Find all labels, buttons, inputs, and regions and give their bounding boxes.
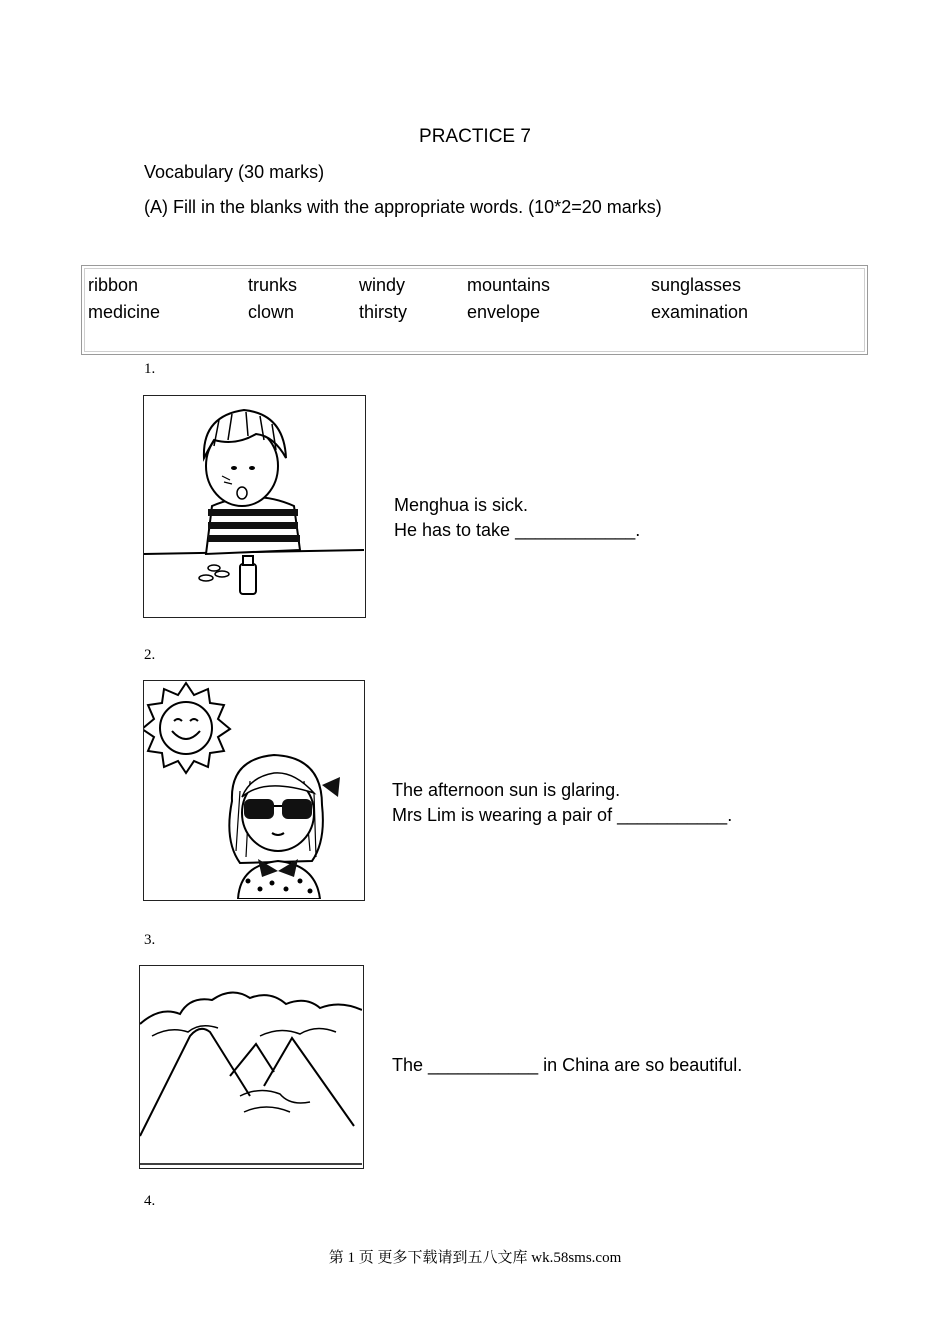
question-text: The afternoon sun is glaring. bbox=[392, 780, 621, 800]
word-bank-item: windy bbox=[359, 275, 406, 295]
word-bank bbox=[81, 265, 868, 355]
question-text: Menghua is sick. bbox=[394, 495, 529, 515]
sick-boy-illustration bbox=[143, 395, 366, 618]
word-bank-item: medicine bbox=[88, 302, 161, 322]
page-footer: 第 1 页 更多下载请到五八文库 wk.58sms.com bbox=[328, 1250, 622, 1266]
question-number: 3. bbox=[144, 932, 156, 948]
word-bank-item: sunglasses bbox=[651, 275, 742, 295]
word-bank-item: clown bbox=[248, 302, 295, 322]
section-heading: Vocabulary (30 marks) bbox=[144, 162, 325, 182]
question-number: 4. bbox=[144, 1193, 156, 1209]
word-bank-item: mountains bbox=[467, 275, 551, 295]
word-bank-item: thirsty bbox=[359, 302, 408, 322]
question-text: He has to take ____________. bbox=[394, 520, 641, 540]
word-bank-item: ribbon bbox=[88, 275, 139, 295]
question-number: 2. bbox=[144, 647, 156, 663]
question-number: 1. bbox=[144, 361, 156, 377]
question-text: Mrs Lim is wearing a pair of ___________. bbox=[392, 805, 733, 825]
word-bank-item: trunks bbox=[248, 275, 298, 295]
word-bank-item: envelope bbox=[467, 302, 541, 322]
word-bank-item: examination bbox=[651, 302, 749, 322]
instruction-text: (A) Fill in the blanks with the appropriate words. (10*2=20 marks) bbox=[144, 197, 662, 217]
mountains-illustration bbox=[139, 965, 364, 1169]
question-text: The ___________ in China are so beautiful. bbox=[392, 1055, 743, 1075]
sunglasses-lady-illustration bbox=[143, 680, 365, 901]
page-title: PRACTICE 7 bbox=[419, 126, 531, 147]
